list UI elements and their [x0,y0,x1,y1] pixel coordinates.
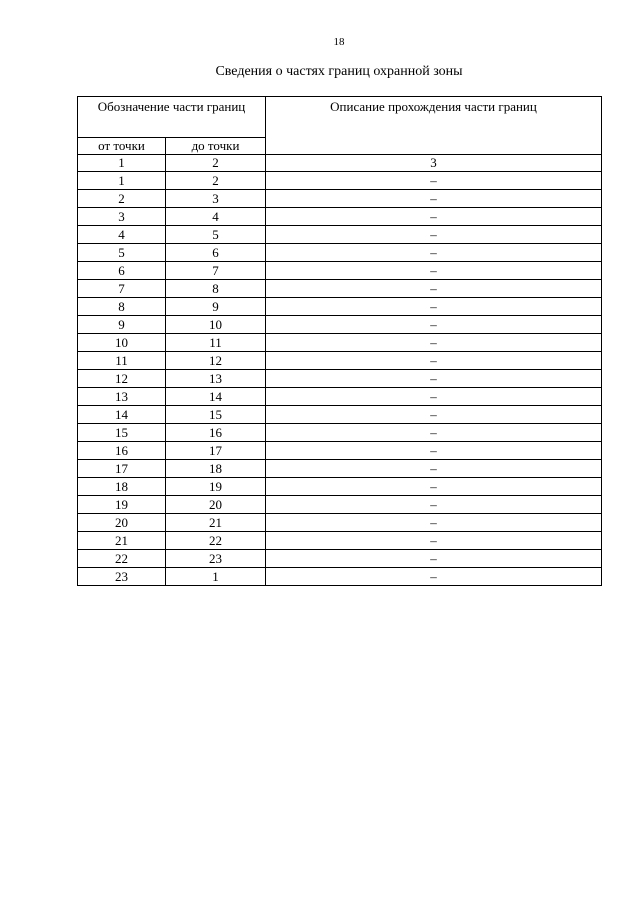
to-point-cell: 6 [166,244,266,262]
from-point-cell: 3 [78,208,166,226]
boundary-parts-table [77,96,602,586]
from-point-cell: 22 [78,550,166,568]
description-cell: – [266,496,602,514]
from-point-cell: 14 [78,406,166,424]
table-row [78,442,602,460]
to-point-cell: 20 [166,496,266,514]
from-point-cell: 15 [78,424,166,442]
from-point-cell: 16 [78,442,166,460]
table-row [78,298,602,316]
from-point-cell: 12 [78,370,166,388]
to-point-cell: 17 [166,442,266,460]
description-cell: – [266,406,602,424]
table-row [78,370,602,388]
to-point-cell: 18 [166,460,266,478]
to-point-cell: 9 [166,298,266,316]
description-cell: – [266,442,602,460]
description-cell: – [266,370,602,388]
to-point-cell: 22 [166,532,266,550]
description-cell: – [266,550,602,568]
table-row [78,424,602,442]
to-point-cell: 5 [166,226,266,244]
to-point-cell: 11 [166,334,266,352]
from-point-cell: 20 [78,514,166,532]
from-point-cell: 18 [78,478,166,496]
table-row [78,262,602,280]
from-point-cell: 19 [78,496,166,514]
table-row [78,226,602,244]
description-cell: – [266,172,602,190]
to-point-cell: 2 [166,172,266,190]
description-cell: – [266,280,602,298]
table-row [78,460,602,478]
to-point-cell: 8 [166,280,266,298]
to-point-cell: 14 [166,388,266,406]
table-row [78,316,602,334]
column-number: 1 [78,155,166,172]
from-point-cell: 4 [78,226,166,244]
description-cell: – [266,568,602,586]
to-point-cell: 12 [166,352,266,370]
description-cell: – [266,298,602,316]
table-row [78,568,602,586]
table-row [78,190,602,208]
header-to-point: до точки [166,138,266,155]
table-row [78,514,602,532]
from-point-cell: 7 [78,280,166,298]
to-point-cell: 4 [166,208,266,226]
table-row [78,172,602,190]
header-boundary-part-designation: Обозначение части границ [78,97,266,138]
to-point-cell: 3 [166,190,266,208]
to-point-cell: 1 [166,568,266,586]
from-point-cell: 8 [78,298,166,316]
table-row [78,496,602,514]
from-point-cell: 17 [78,460,166,478]
table-row [78,334,602,352]
description-cell: – [266,424,602,442]
from-point-cell: 9 [78,316,166,334]
table-row [78,208,602,226]
description-cell: – [266,388,602,406]
from-point-cell: 1 [78,172,166,190]
from-point-cell: 2 [78,190,166,208]
table-row [78,352,602,370]
description-cell: – [266,316,602,334]
description-cell: – [266,262,602,280]
from-point-cell: 11 [78,352,166,370]
to-point-cell: 23 [166,550,266,568]
description-cell: – [266,460,602,478]
to-point-cell: 19 [166,478,266,496]
description-cell: – [266,244,602,262]
header-boundary-description: Описание прохождения части границ [266,97,602,155]
description-cell: – [266,514,602,532]
description-cell: – [266,226,602,244]
description-cell: – [266,334,602,352]
page-title: Сведения о частях границ охранной зоны [215,64,463,79]
to-point-cell: 16 [166,424,266,442]
page-number: 18 [333,36,345,48]
table-body [78,172,602,586]
description-cell: – [266,190,602,208]
table-row [78,406,602,424]
table-row [78,388,602,406]
from-point-cell: 10 [78,334,166,352]
to-point-cell: 15 [166,406,266,424]
from-point-cell: 23 [78,568,166,586]
to-point-cell: 13 [166,370,266,388]
from-point-cell: 6 [78,262,166,280]
description-cell: – [266,478,602,496]
column-number: 3 [266,155,602,172]
description-cell: – [266,532,602,550]
from-point-cell: 13 [78,388,166,406]
to-point-cell: 7 [166,262,266,280]
description-cell: – [266,208,602,226]
header-from-point: от точки [78,138,166,155]
table-row [78,478,602,496]
from-point-cell: 5 [78,244,166,262]
table-row [78,550,602,568]
to-point-cell: 21 [166,514,266,532]
table-row [78,244,602,262]
table-row [78,280,602,298]
to-point-cell: 10 [166,316,266,334]
from-point-cell: 21 [78,532,166,550]
column-number: 2 [166,155,266,172]
column-number-row [78,155,602,172]
table-row [78,532,602,550]
description-cell: – [266,352,602,370]
